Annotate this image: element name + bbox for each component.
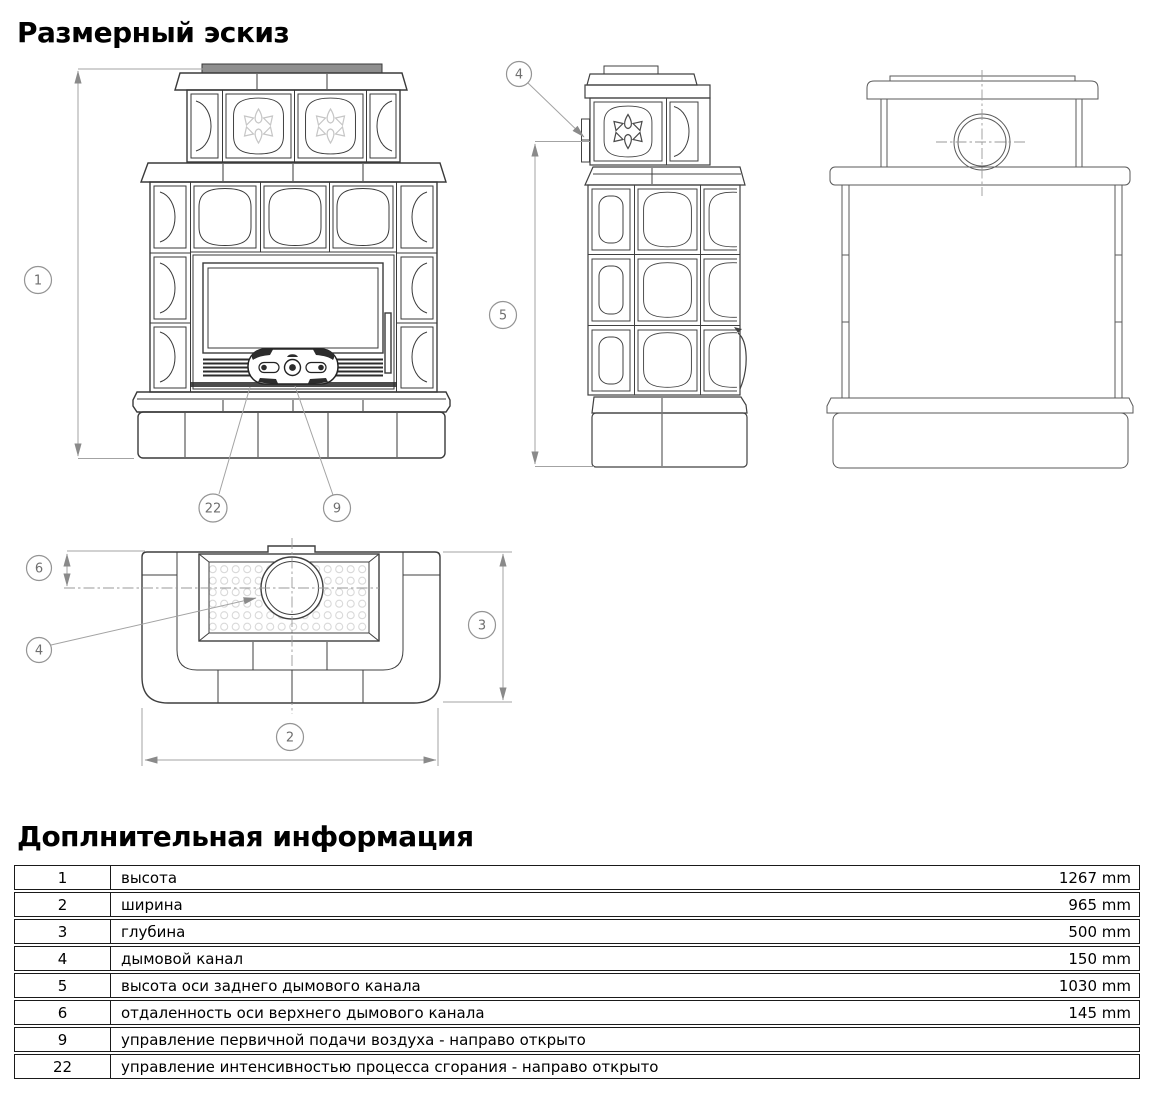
svg-text:22: 22 (204, 501, 222, 517)
section-title-additional-info: Доплнительная информация (17, 820, 474, 853)
row-number: 22 (14, 1054, 111, 1079)
row-value: 150 mm (916, 946, 1140, 971)
crown-top-slab (202, 64, 382, 73)
table-row (14, 919, 1140, 944)
table-row (14, 946, 1140, 971)
crown-cornice (175, 73, 407, 90)
row-description: управление первичной подачи воздуха - направо открыто (111, 1027, 916, 1052)
row-number: 4 (14, 946, 111, 971)
row-value: 965 mm (916, 892, 1140, 917)
row-description: ширина (111, 892, 916, 917)
dimension-rear-flue-height (490, 142, 595, 467)
front-view (133, 64, 450, 458)
back-view (827, 70, 1133, 468)
callout-9-leader (295, 386, 351, 522)
row-value (916, 1054, 1140, 1079)
row-value (916, 1027, 1140, 1052)
row-description: отдаленность оси верхнего дымового канала (111, 1000, 916, 1025)
table-row (14, 865, 1140, 890)
dimension-width (142, 708, 438, 766)
svg-text:4: 4 (34, 643, 44, 659)
svg-text:3: 3 (477, 618, 487, 634)
svg-text:6: 6 (34, 561, 44, 577)
additional-info-table (14, 863, 1140, 1081)
table-row (14, 892, 1140, 917)
svg-text:1: 1 (33, 273, 43, 289)
door-glass (203, 263, 383, 353)
side-view (582, 66, 757, 467)
row-number: 3 (14, 919, 111, 944)
row-number: 9 (14, 1027, 111, 1052)
row-description: высота оси заднего дымового канала (111, 973, 916, 998)
row-number: 2 (14, 892, 111, 917)
table-row (14, 1000, 1140, 1025)
table-row (14, 1054, 1140, 1079)
door-handle (385, 313, 391, 373)
row-number: 6 (14, 1000, 111, 1025)
svg-text:2: 2 (285, 730, 295, 746)
row-description: дымовой канал (111, 946, 916, 971)
rosette-tile-icon (245, 109, 273, 143)
dimension-depth (443, 552, 512, 702)
callout-22-leader (199, 387, 250, 522)
table-row (14, 1027, 1140, 1052)
base-molding (133, 392, 450, 412)
row-value: 500 mm (916, 919, 1140, 944)
table-row (14, 973, 1140, 998)
dimension-top-flue-offset (27, 551, 146, 586)
callout-4-side-leader (507, 62, 585, 138)
svg-text:9: 9 (332, 501, 342, 517)
row-description: глубина (111, 919, 916, 944)
row-number: 1 (14, 865, 111, 890)
base-plinth (138, 412, 445, 458)
rosette-tile-icon (614, 115, 642, 149)
row-value: 1267 mm (916, 865, 1140, 890)
svg-text:5: 5 (498, 308, 508, 324)
top-view (64, 538, 440, 714)
row-description: высота (111, 865, 916, 890)
row-number: 5 (14, 973, 111, 998)
control-panel (248, 349, 338, 384)
dimension-height (25, 69, 204, 459)
rosette-tile-icon (317, 109, 345, 143)
page-title: Размерный эскиз (17, 16, 290, 49)
row-value: 1030 mm (916, 973, 1140, 998)
row-value: 145 mm (916, 1000, 1140, 1025)
row-description: управление интенсивностью процесса сгорания - направо открыто (111, 1054, 916, 1079)
svg-text:4: 4 (514, 67, 524, 83)
door-handle-side (738, 333, 746, 389)
